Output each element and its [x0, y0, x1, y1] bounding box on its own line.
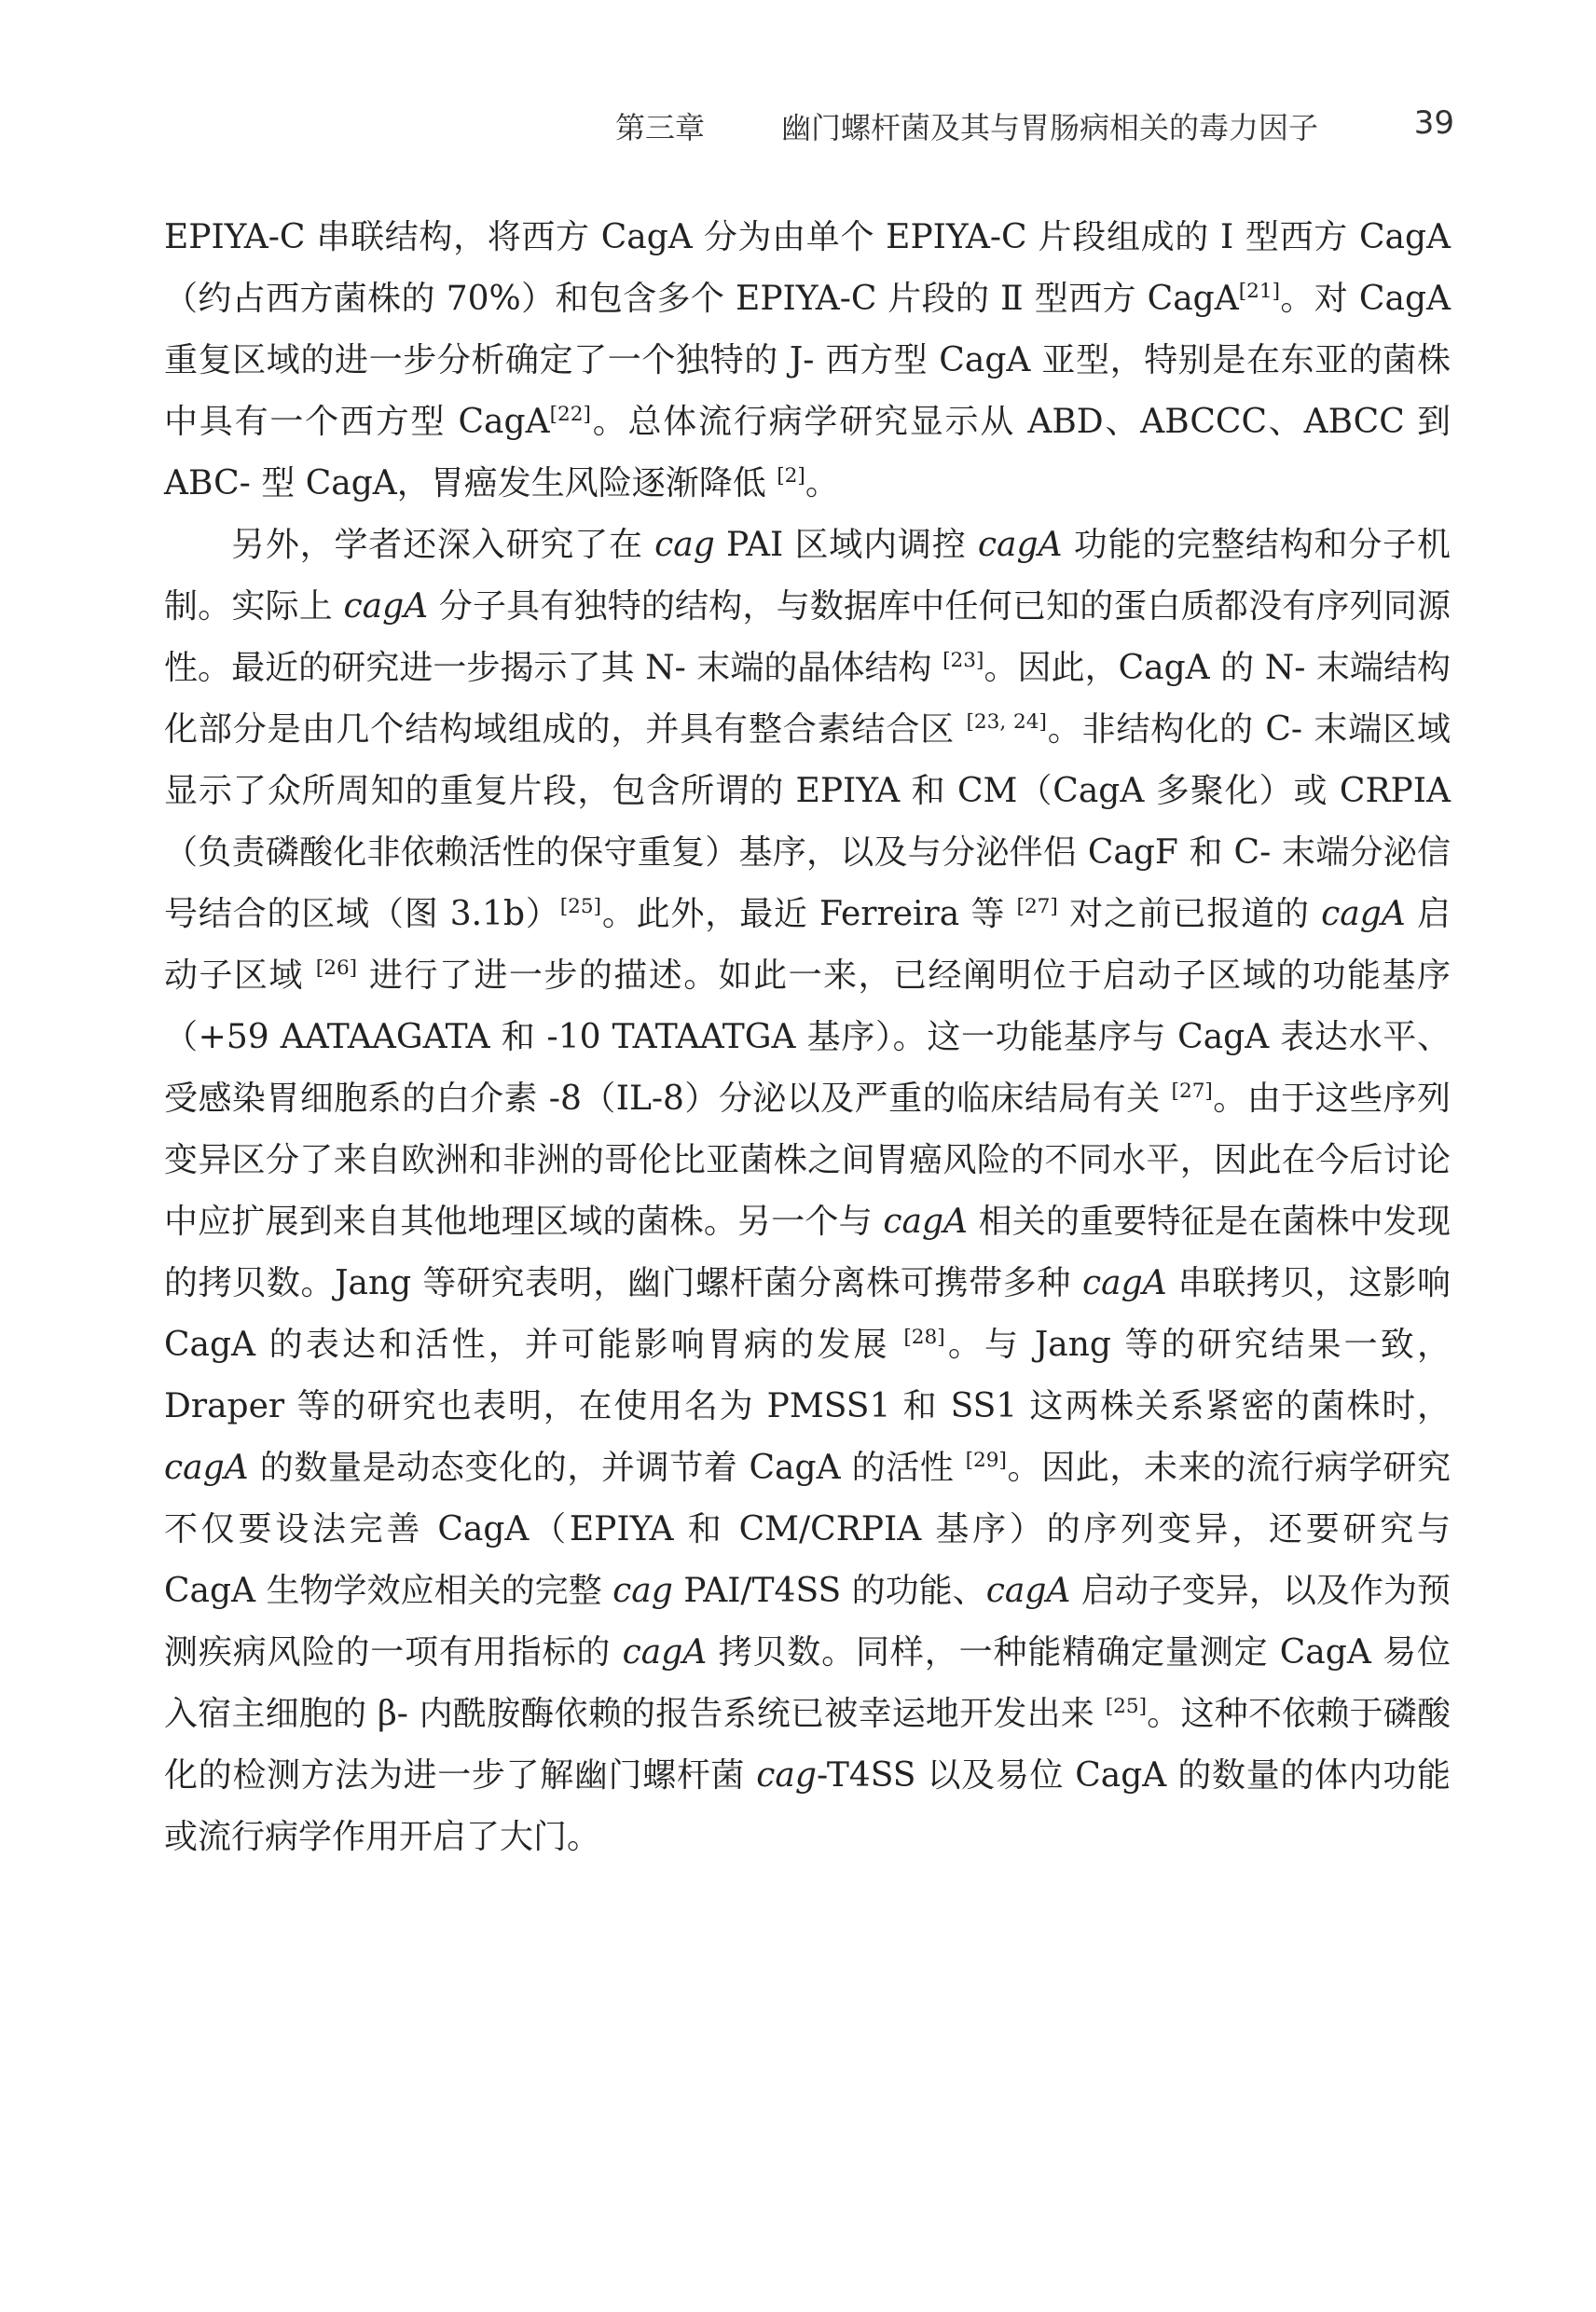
citation-ref: [2] [777, 464, 805, 488]
paragraph [164, 207, 1451, 515]
gene-name: cag [756, 1756, 817, 1795]
citation-ref: [21] [1238, 280, 1281, 303]
citation-ref: [27] [1016, 895, 1058, 918]
body-text [164, 207, 1451, 1868]
text-run: 。因此，CagA 的 N- 末端结构化部分是由几个结构域组成的，并具有整合素结合区 [164, 649, 1451, 749]
gene-name: cagA [1081, 1264, 1167, 1302]
text-run: 对之前已报道的 [1057, 895, 1322, 933]
gene-name: cagA [343, 587, 429, 626]
citation-ref: [29] [965, 1449, 1007, 1472]
citation-ref: [25] [1105, 1695, 1148, 1718]
text-run: 。此外，最近 Ferreira 等 [601, 895, 1017, 933]
citation-ref: [27] [1171, 1080, 1213, 1103]
gene-name: cagA [1321, 895, 1406, 933]
text-run: 。因此，未来的流行病学研究不仅要设法完善 CagA（EPIYA 和 CM/CRPIA 基序）的序列变异，还要研究与 CagA 生物学效应相关的完整 [164, 1449, 1451, 1610]
gene-name: cagA [883, 1203, 969, 1241]
text-run: PAI 区域内调控 [714, 526, 978, 564]
text-run: 分子具有独特的结构，与数据库中任何已知的蛋白质都没有序列同源性。最近的研究进一步揭示了其 N- 末端的晶体结构 [164, 587, 1451, 687]
citation-ref: [23, 24] [966, 710, 1047, 734]
citation-ref: [26] [315, 956, 358, 980]
text-run: -T4SS 以及易位 CagA 的数量的体内功能或流行病学作用开启了大门。 [164, 1756, 1451, 1856]
text-run: 进行了进一步的描述。如此一来，已经阐明位于启动子区域的功能基序（+59 AATAAGATA 和 -10 TATAATGA 基序）。这一功能基序与 CagA 表达水平、受感染胃细胞系的白介素 -8（IL-8）分泌以及严重的临床结局有关 [164, 956, 1451, 1118]
text-run: 。 [805, 464, 839, 502]
text-run: 功能的完整结构和分子机制。实际上 [164, 526, 1451, 626]
text-run: 。这种不依赖于磷酸化的检测方法为进一步了解幽门螺杆菌 [164, 1695, 1451, 1795]
text-run: 拷贝数。同样，一种能精确定量测定 CagA 易位入宿主细胞的 β- 内酰胺酶依赖的报告系统已被幸运地开发出来 [164, 1633, 1451, 1733]
chapter-title: 幽门螺杆菌及其与胃肠病相关的毒力因子 [781, 110, 1319, 145]
text-run: EPIYA-C 串联结构，将西方 CagA 分为由单个 EPIYA-C 片段组成的 Ⅰ 型西方 CagA（约占西方菌株的 70%）和包含多个 EPIYA-C 片段的 Ⅱ 型西方 CagA [164, 218, 1451, 318]
citation-ref: [28] [903, 1326, 945, 1349]
page-number: 39 [1413, 104, 1454, 142]
gene-name: cagA [985, 1572, 1071, 1610]
text-run: 的数量是动态变化的，并调节着 CagA 的活性 [248, 1449, 966, 1487]
citation-ref: [23] [942, 649, 984, 672]
gene-name: cag [654, 526, 715, 564]
gene-name: cagA [977, 526, 1063, 564]
citation-ref: [25] [559, 895, 602, 918]
gene-name: cagA [622, 1633, 708, 1672]
text-run: 串联拷贝，这影响 CagA 的表达和活性，并可能影响胃病的发展 [164, 1264, 1451, 1364]
text-run: 相关的重要特征是在菌株中发现的拷贝数。Jang 等研究表明，幽门螺杆菌分离株可携带多种 [164, 1203, 1451, 1302]
citation-ref: [22] [549, 403, 591, 426]
text-run: 。总体流行病学研究显示从 ABD、ABCCC、ABCC 到 ABC- 型 CagA，胃癌发生风险逐渐降低 [164, 403, 1452, 502]
text-run: 。由于这些序列变异区分了来自欧洲和非洲的哥伦比亚菌株之间胃癌风险的不同水平，因此在今后讨论中应扩展到来自其他地理区域的菌株。另一个与 [164, 1080, 1451, 1241]
text-run: 另外，学者还深入研究了在 [231, 526, 655, 564]
text-run: PAI/T4SS 的功能、 [672, 1572, 986, 1610]
text-run: 启动子变异，以及作为预测疾病风险的一项有用指标的 [164, 1572, 1451, 1672]
gene-name: cagA [164, 1449, 249, 1487]
text-run: 启动子区域 [164, 895, 1451, 995]
text-run: 。非结构化的 C- 末端区域显示了众所周知的重复片段，包含所谓的 EPIYA 和 CM（CagA 多聚化）或 CRPIA（负责磷酸化非依赖活性的保守重复）基序，以及与分泌伴侣 CagF 和 C- 末端分泌信号结合的区域（图 3.1b） [164, 710, 1451, 933]
chapter-label: 第三章 [615, 110, 706, 145]
gene-name: cag [612, 1572, 673, 1610]
text-run: 。与 Jang 等的研究结果一致，Draper 等的研究也表明，在使用名为 PMSS1 和 SS1 这两株关系紧密的菌株时， [164, 1326, 1451, 1425]
text-run: 。对 CagA 重复区域的进一步分析确定了一个独特的 J- 西方型 CagA 亚型，特别是在东亚的菌株中具有一个西方型 CagA [164, 280, 1451, 441]
running-header [615, 104, 1454, 151]
paragraph [164, 515, 1451, 1868]
